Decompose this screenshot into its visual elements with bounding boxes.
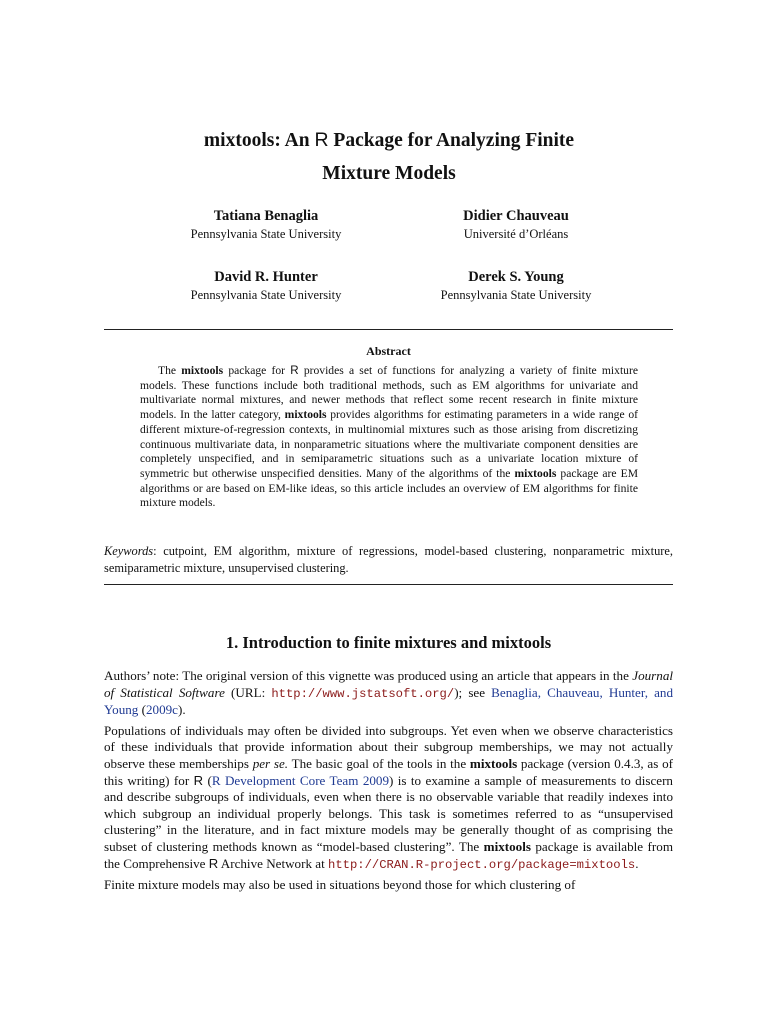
title-pkg: mixtools: — [203, 130, 281, 151]
url-link[interactable]: http://www.jstatsoft.org/ — [271, 686, 455, 701]
pkg-name: mixtools — [483, 838, 531, 854]
author-block — [136, 207, 396, 243]
paragraph: Finite mixture models may also be used in situations beyond those for which clustering of — [104, 877, 576, 893]
author-name: Tatiana Benaglia — [213, 208, 319, 224]
author-affiliation: Pennsylvania State University — [440, 288, 592, 302]
keywords-label: Keywords — [104, 544, 154, 558]
author-block — [136, 268, 396, 304]
author-name: Derek S. Young — [468, 269, 564, 285]
paragraph: Populations of individuals may often be divided into subgroups. Yet even when we observe characteristics of these individuals that provide information about their subgroup memberships, we may not actually observe these memberships per se. The basic goal of the tools in the mixtools package (version 0.4.3, as of this writing) for R (R Development Core Team 2009) is to examine a sample of measurements to discern and describe subgroups of individuals, even when there is no observable variable that readily indexes into which subgroup an individual properly belongs. This task is sometimes referred to as “unsupervised clustering” in the literature, and in fact mixture models may be generally thought of as comprising the subset of clustering methods known as “model-based clustering”. The mixtools package is available from the Comprehensive R Archive Network at http://CRAN.R-project.org/package=mixtools. — [104, 722, 673, 872]
author-name: David R. Hunter — [214, 269, 318, 285]
pkg-name: mixtools — [469, 755, 518, 771]
paragraph: Authors’ note: The original version of this vignette was produced using an article that appears in the Journal of Statistical Software (URL: http://www.jstatsoft.org/); see Benaglia, Chauveau, Hunter, and Young (2009c). — [104, 668, 674, 718]
top-rule — [104, 329, 673, 330]
r-symbol: R — [290, 364, 299, 377]
citation-link[interactable]: Benaglia, Chauveau, Hunter, and Young — [104, 684, 674, 718]
author-block — [386, 207, 646, 243]
abstract-body: The mixtools package for R provides a set of functions for analyzing a variety of finite mixture models. These functions include both traditional methods, such as EM algorithms for univariate and multivariate normal mixtures, and newer methods that reflect some recent research in finite mixture models. In the latter category, mixtools provides algorithms for estimating parameters in a wide range of different mixture-of-regression contexts, in multinomial mixtures such as those arising from discretizing continuous multivariate data, in nonparametric situations where the multivariate component densities are completely unspecified, and in semiparametric situations such as a univariate location mixture of symmetric but otherwise unspecified densities. Many of the algorithms of the mixtools package are EM algorithms or are based on EM-like ideas, so this article includes an overview of EM algorithms for finite mixture models. — [140, 364, 639, 510]
author-affiliation: Université d’Orléans — [463, 227, 569, 241]
pkg-name: mixtools — [284, 408, 327, 422]
body-text — [104, 668, 673, 898]
pkg-name: mixtools — [514, 466, 557, 480]
citation-link[interactable]: R Development Core Team 2009 — [211, 772, 390, 788]
author-affiliation: Pennsylvania State University — [190, 288, 342, 302]
journal-name: Journal of Statistical Software — [104, 668, 673, 700]
emphasis: per se. — [252, 755, 289, 771]
keywords — [104, 543, 673, 576]
paper-title: mixtools: An R Package for Analyzing Finite Mixture Models — [203, 129, 575, 184]
bottom-rule — [104, 584, 673, 585]
url-link[interactable]: http://CRAN.R-project.org/package=mixtools — [328, 857, 636, 872]
title-line2: Mixture Models — [322, 163, 456, 184]
citation-year-link[interactable]: 2009c — [145, 702, 178, 718]
author-affiliation: Pennsylvania State University — [190, 227, 342, 241]
section-heading: 1. Introduction to finite mixtures and mixtools — [225, 633, 552, 652]
author-block — [386, 268, 646, 304]
r-symbol: R — [193, 772, 204, 788]
keywords-text: : cutpoint, EM algorithm, mixture of regressions, model-based clustering, nonparametric mixture, semiparametric mixture, unsupervised clustering. — [104, 544, 673, 575]
r-symbol: R — [208, 855, 219, 871]
title-r-symbol: R — [314, 129, 329, 151]
abstract-heading: Abstract — [366, 344, 411, 358]
author-name: Didier Chauveau — [463, 208, 569, 224]
pkg-name: mixtools — [181, 364, 224, 377]
